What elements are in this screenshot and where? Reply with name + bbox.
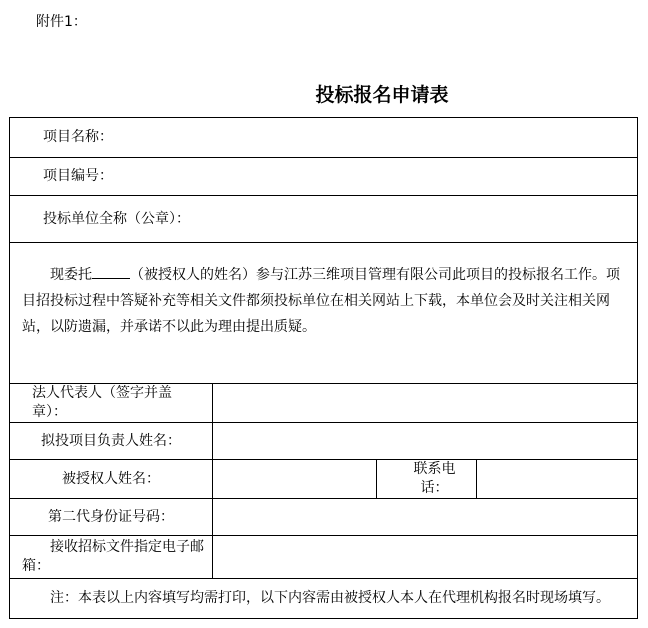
row-id-number	[10, 499, 638, 536]
legal-rep-input[interactable]	[213, 384, 638, 423]
attachment-label: 附件1：	[36, 14, 87, 30]
bidder-full-name-field[interactable]	[10, 196, 638, 243]
row-authorized-person	[10, 460, 638, 499]
id-number-input[interactable]	[213, 499, 638, 536]
row-legal-rep	[10, 384, 638, 423]
contact-phone-input[interactable]	[477, 460, 638, 499]
registration-form-table	[9, 117, 638, 619]
legal-rep-label: 法人代表人（签字并盖章）：	[10, 384, 213, 423]
authorized-person-input[interactable]	[213, 460, 377, 499]
bidder-full-name-label: 投标单位全称（公章）：	[43, 210, 190, 227]
row-project-name	[10, 118, 638, 158]
email-input[interactable]	[213, 536, 638, 579]
row-email	[10, 536, 638, 579]
statement-text: （被授权人的姓名）参与江苏三维项目管理有限公司此项目的投标报名工作。项目招投标过程中答疑补充等相关文件都须投标单位在相关网站上下载，本单位会及时关注相关网站，以防遗漏，并承诺不以此为理由提出质疑。	[22, 267, 620, 335]
email-label: 接收招标文件指定电子邮箱：	[10, 536, 213, 579]
authorized-person-label: 被授权人姓名：	[10, 460, 213, 499]
row-statement	[10, 243, 638, 384]
contact-phone-label: 联系电话：	[377, 460, 477, 499]
row-project-number	[10, 158, 638, 196]
project-leader-label: 拟投项目负责人姓名：	[10, 423, 213, 460]
project-number-field[interactable]	[10, 158, 638, 196]
statement-prefix: 现委托	[50, 267, 92, 283]
authorized-name-blank[interactable]	[92, 264, 130, 279]
form-title: 投标报名申请表	[315, 84, 449, 106]
project-number-label: 项目编号：	[43, 168, 113, 184]
project-name-field[interactable]	[10, 118, 638, 158]
authorization-statement	[10, 243, 638, 384]
id-number-label: 第二代身份证号码：	[10, 499, 213, 536]
row-note	[10, 579, 638, 619]
row-project-leader	[10, 423, 638, 460]
project-leader-input[interactable]	[213, 423, 638, 460]
project-name-label: 项目名称：	[43, 129, 113, 145]
form-note: 注：本表以上内容填写均需打印，以下内容需由被授权人本人在代理机构报名时现场填写。	[10, 579, 638, 619]
row-bidder-name	[10, 196, 638, 243]
